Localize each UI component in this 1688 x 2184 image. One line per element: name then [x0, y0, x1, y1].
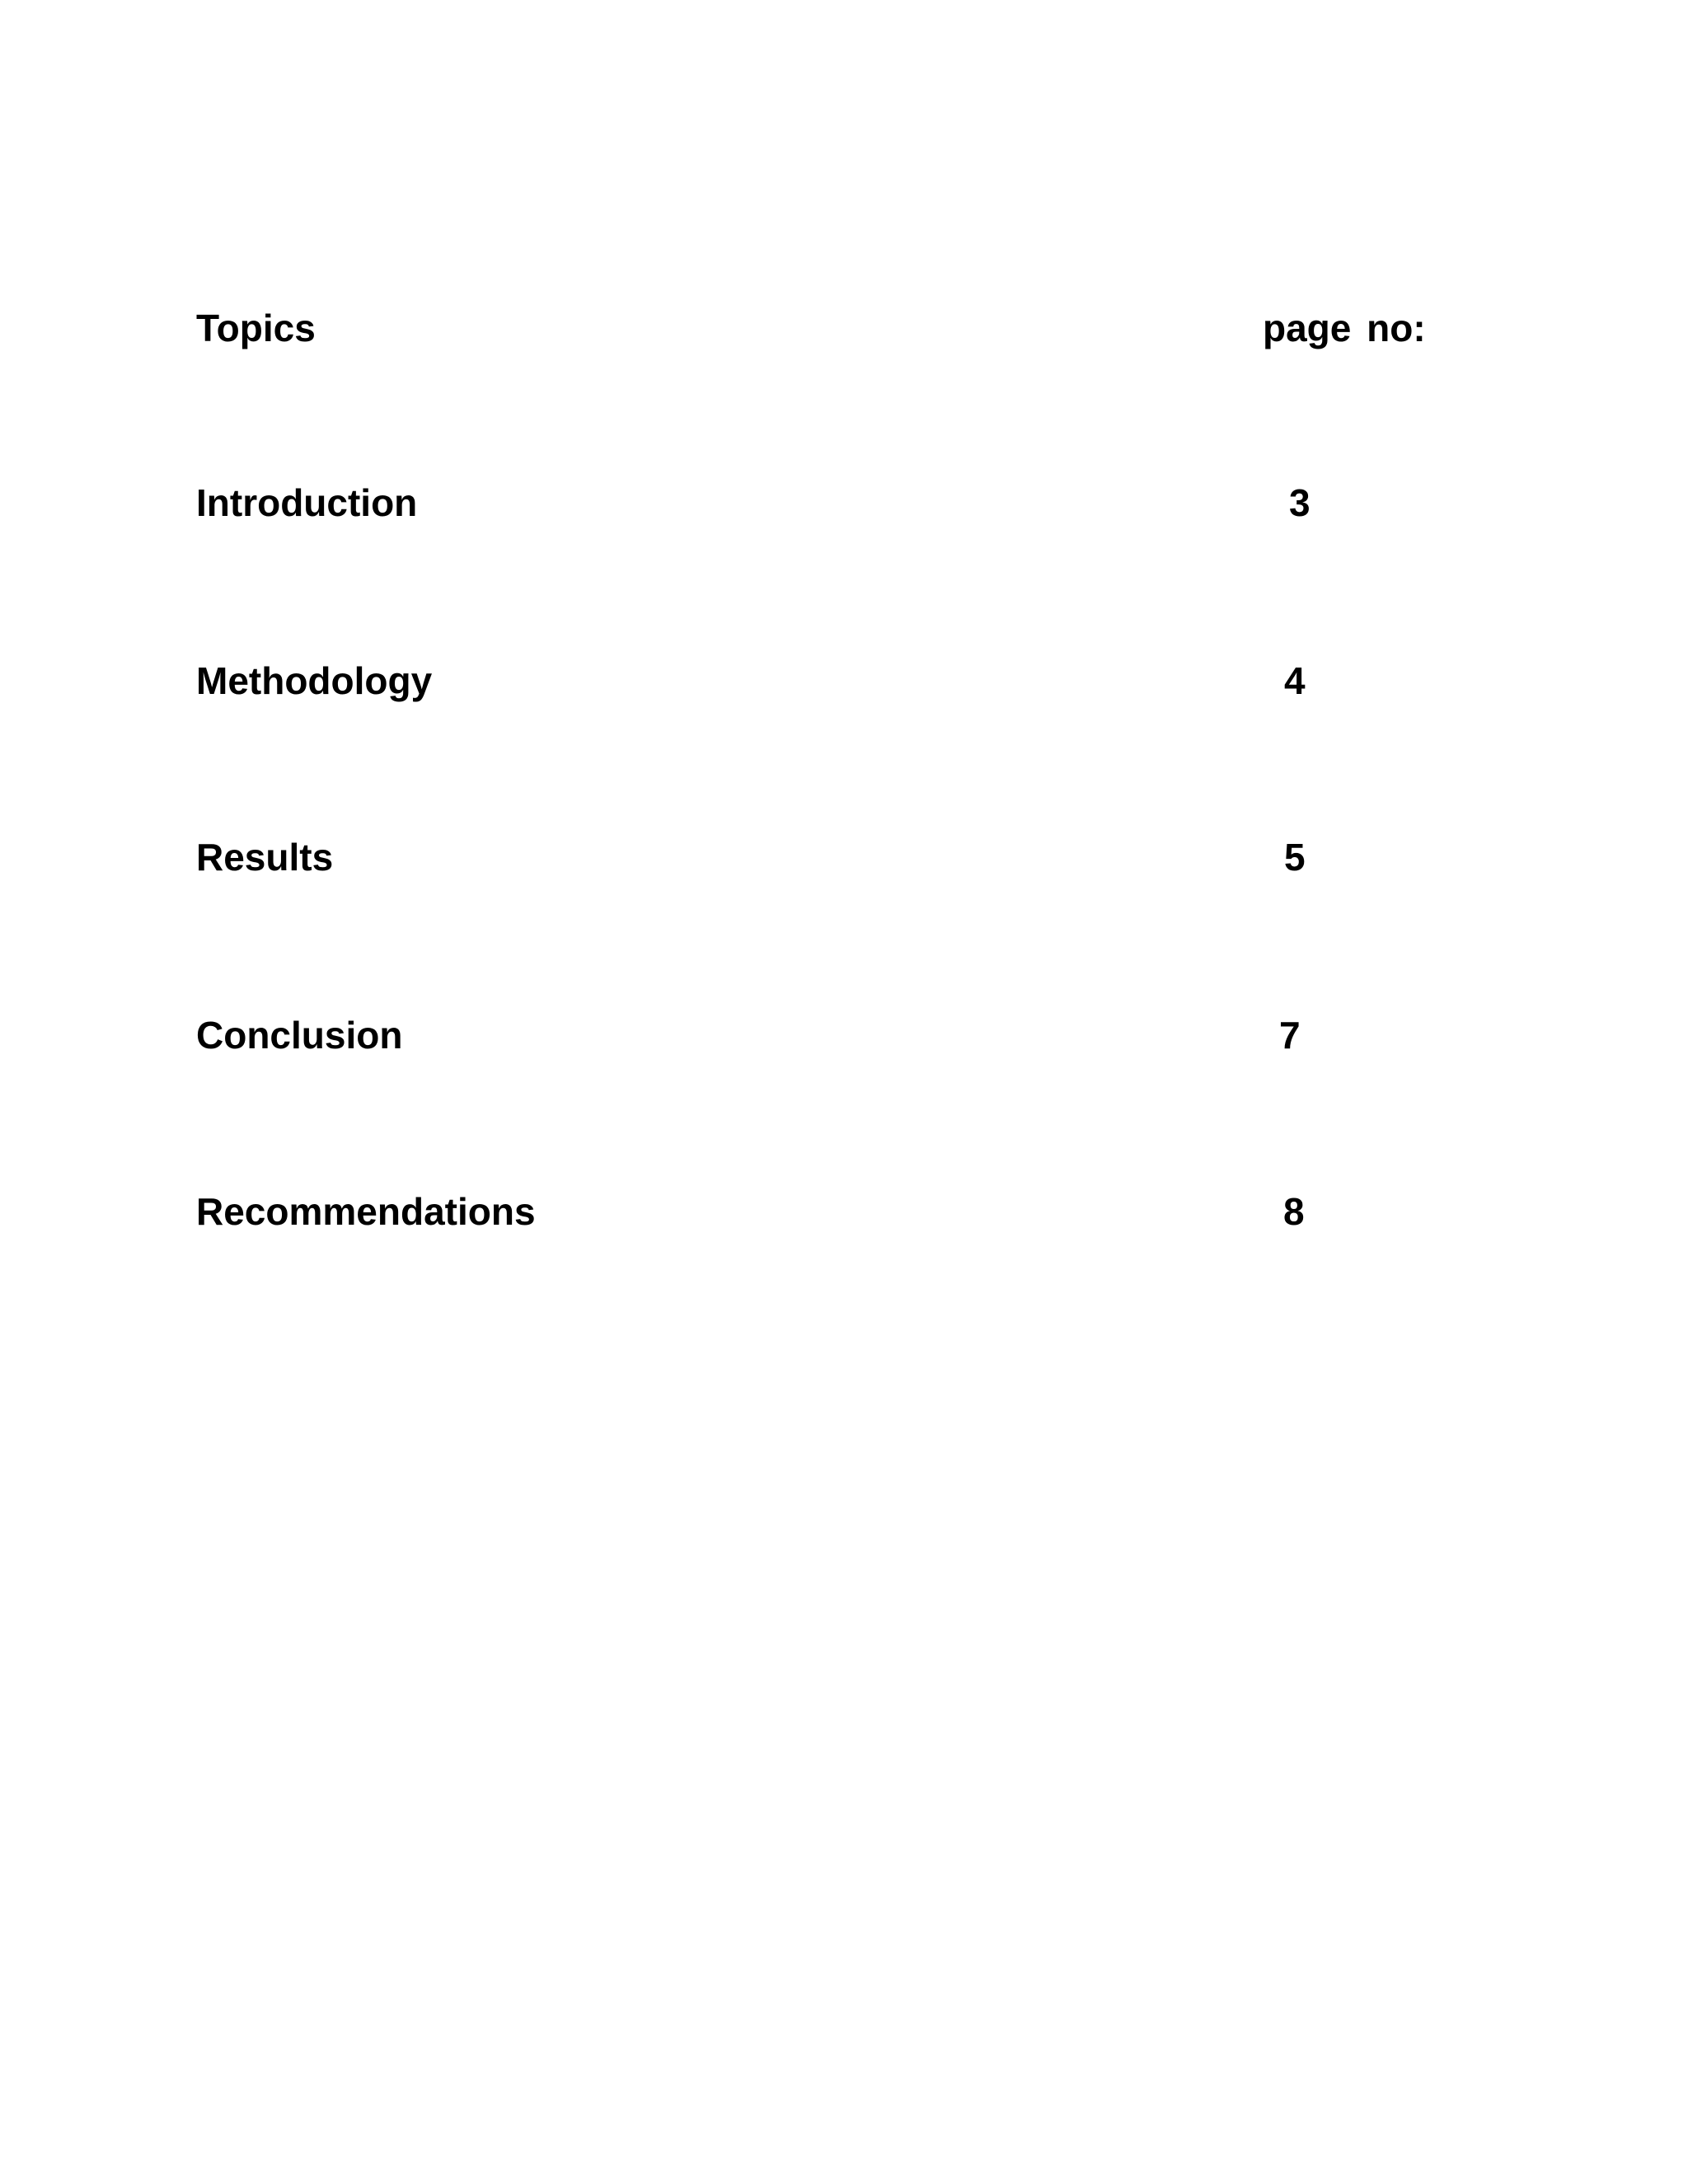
toc-entry: [0, 1010, 1688, 1060]
toc-entry: [0, 832, 1688, 882]
toc-entry: [0, 1187, 1688, 1236]
toc-header: [0, 303, 1688, 353]
toc-entry-page-number: 8: [1283, 1190, 1305, 1233]
toc-entry-page-number: 5: [1284, 836, 1306, 879]
toc-entry: [0, 478, 1688, 527]
toc-entry: [0, 656, 1688, 705]
toc-entry-topic: Introduction: [196, 481, 418, 524]
toc-entry-topic: Methodology: [196, 659, 433, 702]
toc-entry-topic: Results: [196, 836, 334, 879]
topics-column-heading: Topics: [196, 307, 316, 349]
page-number-column-heading: page no:: [1263, 307, 1426, 349]
toc-entry-page-number: 3: [1289, 481, 1311, 524]
toc-entry-topic: Recommendations: [196, 1190, 536, 1233]
toc-entry-topic: Conclusion: [196, 1014, 403, 1057]
toc-entry-page-number: 4: [1284, 659, 1306, 702]
toc-entry-page-number: 7: [1279, 1014, 1301, 1057]
